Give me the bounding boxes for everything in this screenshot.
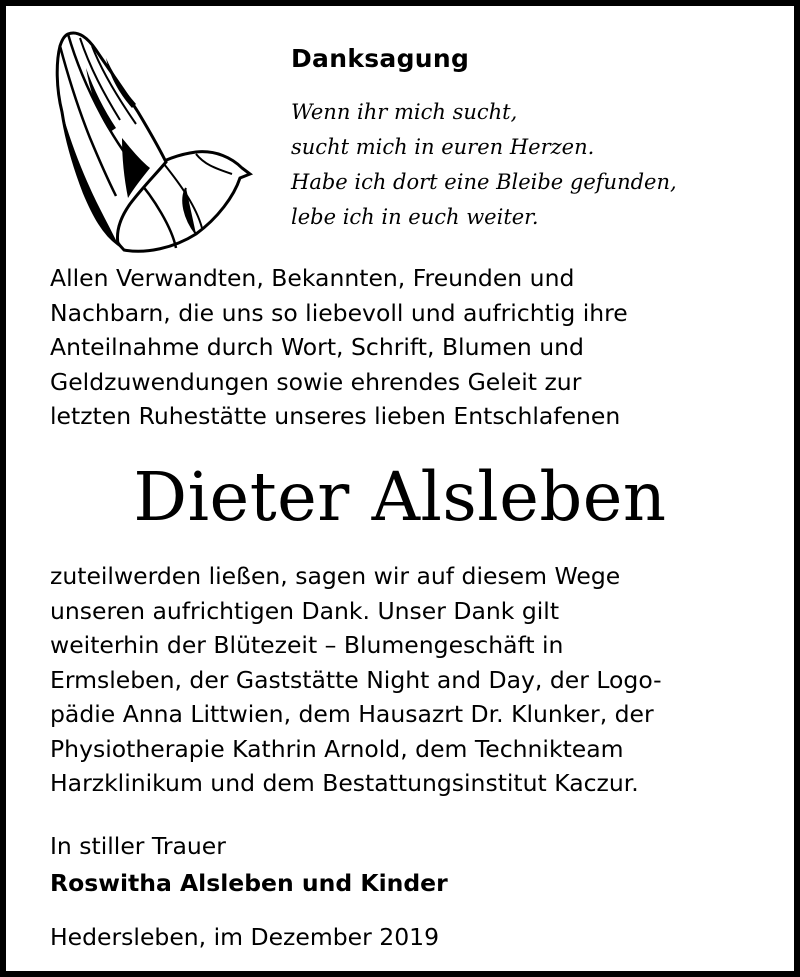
- intro-line: Anteilnahme durch Wort, Schrift, Blumen und: [50, 333, 584, 361]
- notice-heading: Danksagung: [291, 44, 470, 73]
- intro-line: Allen Verwandten, Bekannten, Freunden und: [50, 264, 575, 292]
- poem-line: lebe ich in euch weiter.: [291, 205, 539, 229]
- intro-line: Nachbarn, die uns so liebevoll und aufrichtig ihre: [50, 298, 628, 327]
- thanks-line: zuteilwerden ließen, sagen wir auf diesem Wege: [50, 562, 621, 590]
- intro-paragraph: [50, 261, 628, 434]
- thanks-line: weiterhin der Blütezeit – Blumengeschäft in: [50, 631, 564, 659]
- poem-line: Wenn ihr mich sucht,: [291, 100, 518, 124]
- poem-line: Habe ich dort eine Bleibe gefunden,: [291, 170, 677, 194]
- thanks-line: Ermsleben, der Gaststätte Night and Day, der Logo-: [50, 665, 662, 694]
- thanks-paragraph: [50, 559, 662, 801]
- thanks-line: unseren aufrichtigen Dank. Unser Dank gilt: [50, 596, 560, 625]
- place-date: Hedersleben, im Dezember 2019: [50, 923, 440, 951]
- poem-line: sucht mich in euren Herzen.: [291, 135, 595, 159]
- mourning-label: In stiller Trauer: [50, 832, 226, 860]
- thanks-line: Physiotherapie Kathrin Arnold, dem Technikteam: [50, 734, 624, 763]
- mourners-names: Roswitha Alsleben und Kinder: [50, 869, 448, 897]
- deceased-name: Dieter Alsleben: [133, 458, 667, 536]
- thanks-line: pädie Anna Littwien, dem Hausazrt Dr. Klunker, der: [50, 700, 654, 728]
- intro-line: Geldzuwendungen sowie ehrendes Geleit zur: [50, 367, 582, 396]
- mourners-block: [50, 828, 448, 902]
- poem: [291, 95, 677, 235]
- intro-line: letzten Ruhestätte unseres lieben Entschlafenen: [50, 402, 621, 430]
- praying-hands-icon: [46, 28, 256, 258]
- thanks-line: Harzklinikum und dem Bestattungsinstitut Kaczur.: [50, 769, 639, 797]
